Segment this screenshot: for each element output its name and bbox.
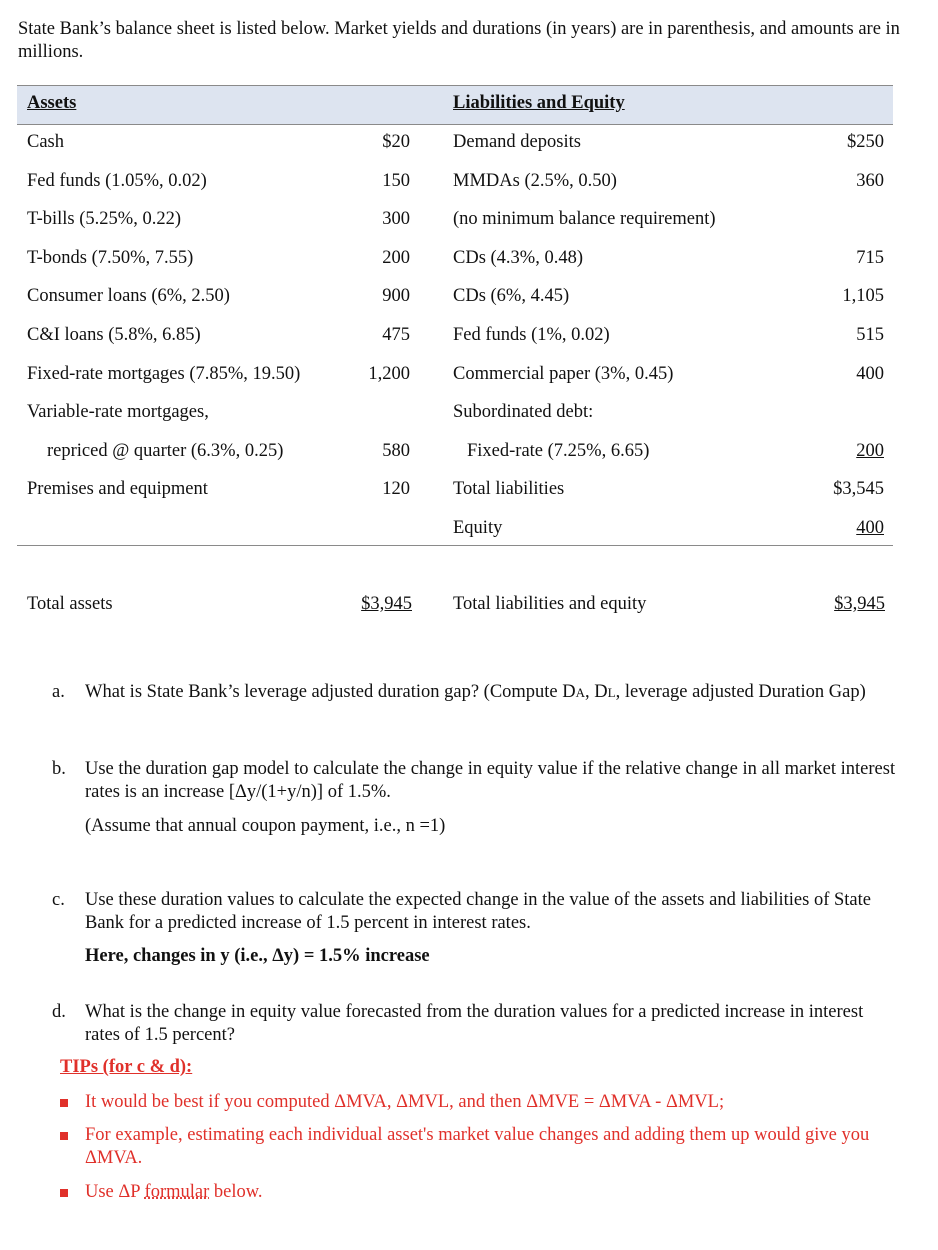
formular-link[interactable]: formular xyxy=(144,1182,210,1202)
question-a-text-part: , leverage adjusted Duration Gap) xyxy=(615,682,866,702)
question-letter: d. xyxy=(52,1002,66,1022)
question-a-text-part: What is State Bank’s leverage adjusted duration gap? (Compute D xyxy=(85,682,576,702)
liability-label: (no minimum balance requirement) xyxy=(453,209,716,229)
question-text: What is the change in equity value forecasted from the duration values for a predicted increase in interest rates of 1.5 percent? xyxy=(85,1002,864,1045)
asset-value: 120 xyxy=(382,479,410,499)
table-bottom-border xyxy=(17,545,893,546)
liability-label: Commercial paper (3%, 0.45) xyxy=(453,364,674,384)
tip-text: below. xyxy=(209,1182,263,1202)
question-text xyxy=(85,681,900,704)
liability-value: $3,545 xyxy=(833,479,884,499)
liability-label: Subordinated debt: xyxy=(453,402,594,422)
asset-value: 300 xyxy=(382,209,410,229)
asset-label: Premises and equipment xyxy=(27,479,208,499)
bullet-icon xyxy=(60,1099,68,1107)
liability-label: Fixed-rate (7.25%, 6.65) xyxy=(467,441,650,461)
liability-value: 1,105 xyxy=(842,286,884,306)
question-letter: c. xyxy=(52,890,65,910)
total-assets-value: $3,945 xyxy=(361,594,412,614)
asset-value: 150 xyxy=(382,171,410,191)
bullet-icon xyxy=(60,1189,68,1197)
asset-label: Variable-rate mortgages, xyxy=(27,402,209,422)
asset-value: 1,200 xyxy=(368,364,410,384)
question-c xyxy=(52,889,902,969)
liability-value: $250 xyxy=(847,132,884,152)
asset-value: 900 xyxy=(382,286,410,306)
bullet-icon xyxy=(60,1132,68,1140)
asset-label: Fed funds (1.05%, 0.02) xyxy=(27,171,207,191)
question-text: Use the duration gap model to calculate the change in equity value if the relative change in all market interest rates is an increase [Δy/(1+y/n)] of 1.5%. xyxy=(85,759,896,802)
liability-label: Total liabilities xyxy=(453,479,565,499)
liability-label: CDs (4.3%, 0.48) xyxy=(453,248,584,268)
subscript-a: A xyxy=(575,685,586,700)
liability-label: CDs (6%, 4.45) xyxy=(453,286,570,306)
question-text: Use these duration values to calculate the expected change in the value of the assets and liabilities of State Bank for a predicted increase of 1.5 percent in interest rates. xyxy=(85,890,871,933)
question-letter: a. xyxy=(52,682,65,702)
question-note: (Assume that annual coupon payment, i.e., n =1) xyxy=(85,816,446,836)
total-assets-label: Total assets xyxy=(27,594,113,614)
liability-label: Demand deposits xyxy=(453,132,581,152)
asset-value: $20 xyxy=(382,132,410,152)
tips-title: TIPs (for c & d): xyxy=(60,1057,193,1077)
balance-sheet-table xyxy=(17,85,893,547)
liability-value: 715 xyxy=(856,248,884,268)
liability-value: 400 xyxy=(856,364,884,384)
tip-text: Use ΔP xyxy=(85,1182,145,1202)
asset-value: 200 xyxy=(382,248,410,268)
question-note: Here, changes in y (i.e., Δy) = 1.5% increase xyxy=(85,946,430,966)
tip-item: For example, estimating each individual asset's market value changes and adding them up would give you ΔMVA. xyxy=(85,1125,870,1168)
asset-label: T-bills (5.25%, 0.22) xyxy=(27,209,181,229)
liability-label: MMDAs (2.5%, 0.50) xyxy=(453,171,617,191)
total-le-label: Total liabilities and equity xyxy=(453,594,647,614)
asset-label: repriced @ quarter (6.3%, 0.25) xyxy=(47,441,284,461)
tip-item: It would be best if you computed ΔMVA, ΔMVL, and then ΔMVE = ΔMVA - ΔMVL; xyxy=(85,1092,725,1112)
liabilities-header: Liabilities and Equity xyxy=(453,93,625,113)
liability-value: 515 xyxy=(856,325,884,345)
liability-value: 400 xyxy=(856,518,884,538)
asset-label: Consumer loans (6%, 2.50) xyxy=(27,286,230,306)
asset-label: Fixed-rate mortgages (7.85%, 19.50) xyxy=(27,364,301,384)
subscript-l: L xyxy=(607,685,616,700)
question-b xyxy=(52,758,902,838)
asset-label: C&I loans (5.8%, 6.85) xyxy=(27,325,201,345)
question-d xyxy=(52,1001,902,1051)
liability-value: 360 xyxy=(856,171,884,191)
tip-item-last xyxy=(85,1181,905,1204)
question-a xyxy=(52,681,902,731)
liability-value: 200 xyxy=(856,441,884,461)
question-a-text-part: , D xyxy=(585,682,608,702)
total-le-value: $3,945 xyxy=(834,594,885,614)
asset-label: T-bonds (7.50%, 7.55) xyxy=(27,248,194,268)
question-letter: b. xyxy=(52,759,66,779)
asset-value: 580 xyxy=(382,441,410,461)
asset-label: Cash xyxy=(27,132,64,152)
asset-value: 475 xyxy=(382,325,410,345)
intro-text: State Bank’s balance sheet is listed below. Market yields and durations (in years) are in parenthesis, and amounts are in millions. xyxy=(18,19,900,62)
liability-label: Equity xyxy=(453,518,503,538)
assets-header: Assets xyxy=(27,93,77,113)
liability-label: Fed funds (1%, 0.02) xyxy=(453,325,610,345)
